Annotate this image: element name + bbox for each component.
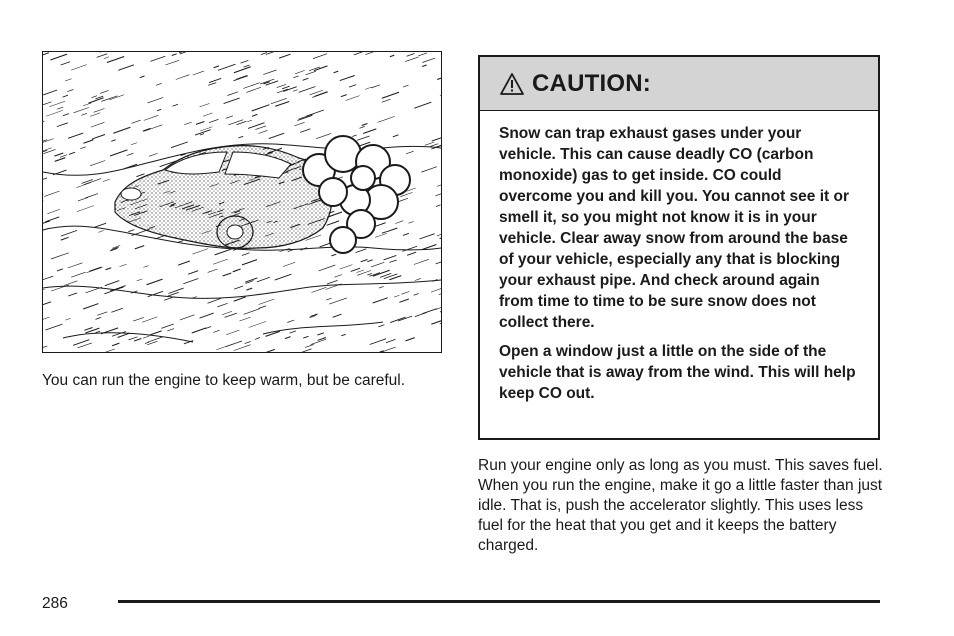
- caution-paragraph-exhaust: Snow can trap exhaust gases under your vehicle. This can cause deadly CO (carbon monoxide) gas to get inside. CO could overcome you and kill you. You cannot see it or smell it, so you might not know it is in your vehicle. Clear away snow from around the base of your vehicle, especially any that is blocking your exhaust pipe. And check around again from time to time to be sure snow does not collect there.: [499, 125, 849, 331]
- illustration-caption: You can run the engine to keep warm, but be careful.: [42, 372, 406, 389]
- car-wheel-hub: [227, 225, 243, 239]
- page-number: 286: [42, 595, 68, 612]
- car-in-snow-illustration: [42, 51, 442, 353]
- caution-header: [480, 57, 878, 111]
- caution-body: [480, 111, 878, 404]
- car-headlight: [121, 188, 141, 200]
- caution-box: [478, 55, 880, 440]
- car-in-snowstorm-with-exhaust-illustration-icon: [43, 52, 441, 352]
- caution-paragraph-window: Open a window just a little on the side of the vehicle that is away from the wind. This will help keep CO out.: [499, 343, 856, 402]
- warning-triangle-icon: [500, 72, 524, 96]
- footer-rule: [118, 600, 880, 603]
- snow-drift-lower: [43, 280, 441, 298]
- engine-advice-paragraph: Run your engine only as long as you must. This saves fuel. When you run the engine, make it go a little faster than just idle. That is, push the accelerator slightly. This uses less fuel for the heat that you get and it keeps the battery charged.: [478, 457, 883, 554]
- snow-drift-bottom: [63, 322, 383, 342]
- caution-title: CAUTION:: [532, 69, 651, 97]
